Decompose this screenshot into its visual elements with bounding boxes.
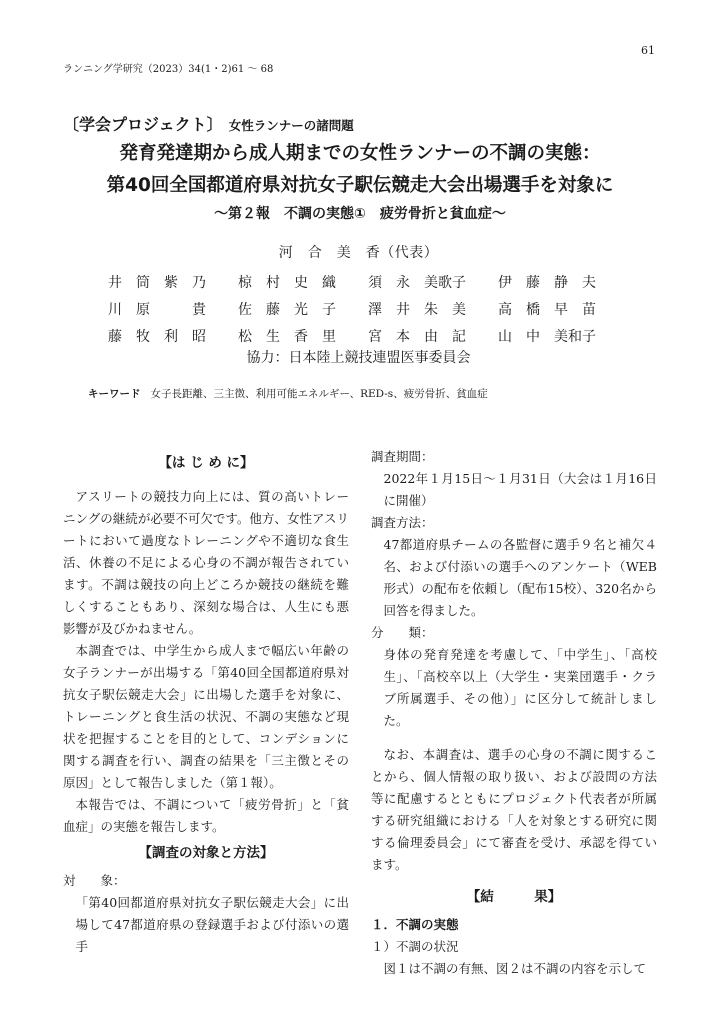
author-name: 藤 牧 利 昭	[108, 328, 206, 345]
author-name: 宮 本 由 記	[368, 328, 466, 345]
left-column	[63, 452, 349, 958]
intro-paragraph: アスリートの競技力向上には、質の高いトレーニングの継続が必要不可欠です。他方、女性アスリートにおいて過度なトレーニングや不適切な食生活、休養の不足による心身の不調が報告されています。不調は競技の向上どころか競技の継続を難しくすることもあり、深刻な場合は、人生にも悪影響が及びかねません。	[63, 489, 349, 636]
author-row	[108, 322, 628, 349]
author-row	[108, 268, 628, 295]
results-paragraph: 図１は不調の有無、図２は不調の内容を示して	[383, 961, 647, 976]
author-name: 高 橋 早 苗	[498, 301, 596, 318]
methods-heading: 【調査の対象と方法】	[138, 845, 274, 861]
spacer	[371, 732, 657, 744]
keywords-label: キーワード	[88, 388, 141, 400]
subject-definition: 「第40回都道府県対抗女子駅伝競走大会」に出場して47都道府県の登録選手および付添いの選手	[75, 895, 349, 954]
author-name: 椋 村 史 織	[238, 274, 336, 291]
classification-term: 分 類：	[371, 625, 434, 640]
author-name: 伊 藤 静 夫	[498, 274, 596, 291]
results-subheading: １．不調の実態	[371, 917, 459, 932]
period-definition: 2022年１月15日～１月31日（大会は１月16日に開催）	[383, 471, 657, 508]
article-header	[63, 112, 657, 223]
series-label	[63, 112, 657, 135]
results-subsubheading: １）不調の状況	[371, 939, 459, 954]
author-name: 須 永 美歌子	[368, 274, 466, 291]
classification-definition: 身体の発育発達を考慮して、「中学生」、「高校生」、「高校卒以上（大学生・実業団選手・クラブ所属選手、その他）」に区分して統計しました。	[383, 647, 657, 728]
article-title-line-2: 第40回全国都道府県対抗女子駅伝競走大会出場選手を対象に	[106, 175, 614, 196]
cooperation-credit: 協力：日本陸上競技連盟医事委員会	[246, 350, 471, 366]
author-name: 川 原 貴	[108, 301, 206, 318]
author-name: 松 生 香 里	[238, 328, 336, 345]
author-name: 佐 藤 光 子	[238, 301, 336, 318]
author-name: 山 中 美和子	[498, 328, 596, 345]
method-term: 調査方法：	[371, 515, 434, 530]
author-name: 井 筒 紫 乃	[108, 274, 206, 291]
series-subtitle: 女性ランナーの諸問題	[228, 118, 354, 133]
period-term: 調査期間：	[371, 449, 434, 464]
author-list	[108, 268, 628, 349]
ethics-paragraph: なお、本調査は、選手の心身の不調に関することから、個人情報の取り扱い、および設問の方法等に配慮するとともにプロジェクト代表者が所属する研究組織における「人を対象とする研究に関する倫理委員会」にて審査を受け、承認を得ています。	[371, 747, 657, 872]
keywords	[88, 386, 488, 401]
author-name: 澤 井 朱 美	[368, 301, 466, 318]
series-name: 〔学会プロジェクト〕	[63, 115, 223, 134]
right-column	[371, 446, 657, 980]
results-heading: 【結 果】	[466, 889, 562, 905]
running-head: ランニング学研究（2023）34(1・2)61 ～ 68	[63, 64, 274, 75]
subject-term: 対 象：	[63, 873, 126, 888]
method-definition: 47都道府県チームの各監督に選手９名と補欠４名、および付添いの選手へのアンケート（WEB形式）の配布を依頼し（配布15校）、320名から回答を得ました。	[383, 537, 657, 618]
page-number: 61	[641, 44, 655, 57]
author-row	[108, 295, 628, 322]
article-subtitle: ～第２報 不調の実態① 疲労骨折と貧血症～	[214, 206, 506, 222]
lead-author: 河 合 美 香（代表）	[278, 245, 439, 261]
intro-paragraph: 本報告では、不調について「疲労骨折」と「貧血症」の実態を報告します。	[63, 797, 349, 834]
article-title-line-1: 発育発達期から成人期までの女性ランナーの不調の実態：	[119, 143, 601, 164]
intro-heading: 【は じ め に】	[158, 455, 254, 471]
keywords-text: 女子長距離、三主徴、利用可能エネルギー、RED-s、疲労骨折、貧血症	[150, 388, 488, 400]
intro-paragraph: 本調査では、中学生から成人まで幅広い年齢の女子ランナーが出場する「第40回全国都道府県対抗女子駅伝競走大会」に出場した選手を対象に、トレーニングと食生活の状況、不調の実態など現状を把握することを目的として、コンデションに関する調査を行い、調査の結果を「三主徴とその原因」として報告しました（第１報）。	[63, 643, 349, 790]
